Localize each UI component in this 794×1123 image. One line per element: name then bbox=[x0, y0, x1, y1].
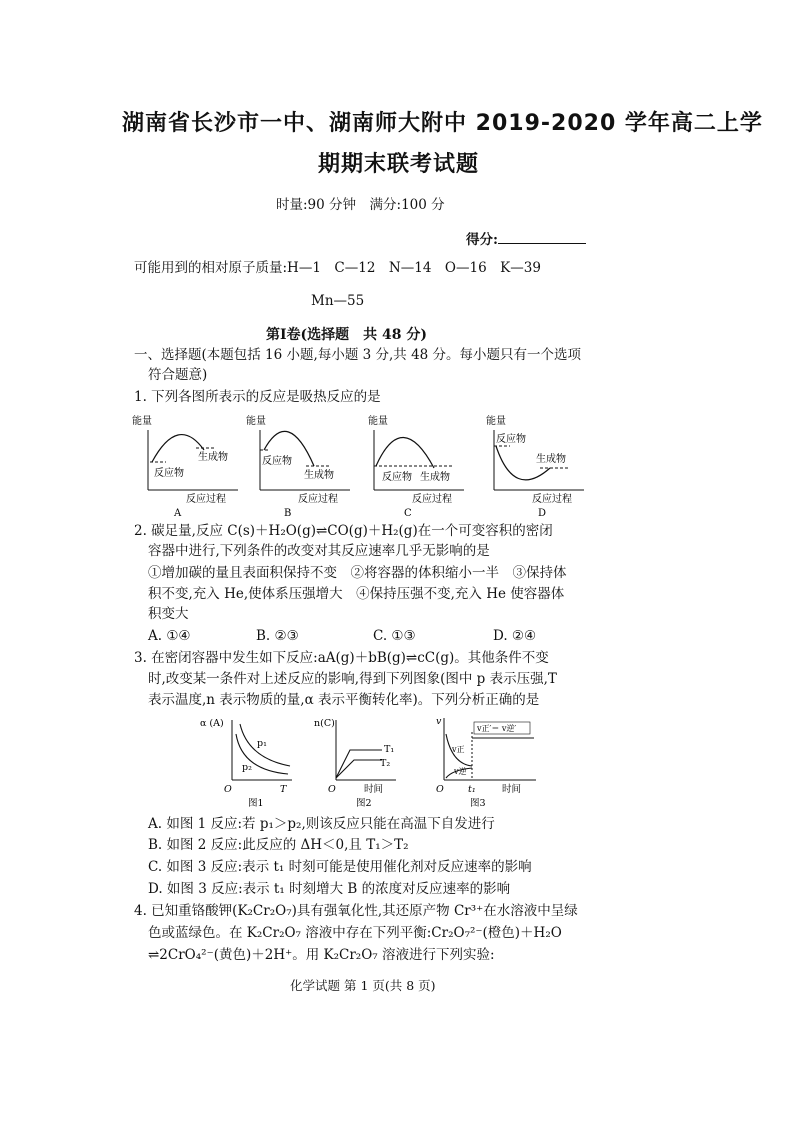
graph-c-ylabel: 能量 bbox=[368, 416, 388, 427]
q1-stem: 1. 下列各图所表示的反应是吸热反应的是 bbox=[134, 389, 381, 405]
q2-option-c: C. ①③ bbox=[373, 628, 416, 644]
part-heading-2: 符合题意) bbox=[148, 367, 208, 383]
fig1-xlabel: T bbox=[280, 784, 287, 795]
atomic-masses-line-1: 可能用到的相对原子质量:H—1 C—12 N—14 O—16 K—39 bbox=[134, 260, 541, 276]
part-heading: 一、选择题(本题包括 16 小题,每小题 3 分,共 48 分。每小题只有一个选项 bbox=[134, 347, 582, 363]
atomic-masses-line-2: Mn—55 bbox=[311, 293, 365, 309]
title-line-2: 期期末联考试题 bbox=[318, 152, 480, 177]
q2-option-a: A. ①④ bbox=[148, 628, 191, 644]
fig3-v-fwd: v正 bbox=[452, 745, 465, 754]
graph-c-letter: C bbox=[404, 508, 412, 518]
q3-option-c: C. 如图 3 反应:表示 t₁ 时刻可能是使用催化剂对反应速率的影响 bbox=[148, 859, 532, 875]
q2-line-3: ①增加碳的量且表面积保持不变 ②将容器的体积缩小一半 ③保持体 bbox=[148, 565, 567, 581]
score-label: 得分: bbox=[466, 232, 498, 248]
fig2-curve2: T₂ bbox=[380, 758, 391, 769]
fig3-equal-label: v正′＝ v逆′ bbox=[477, 724, 517, 733]
q3-option-d: D. 如图 3 反应:表示 t₁ 时刻增大 B 的浓度对反应速率的影响 bbox=[148, 881, 511, 897]
q2-option-d: D. ②④ bbox=[493, 628, 537, 644]
q3-figures bbox=[196, 712, 556, 812]
q4-line-1: 4. 已知重铬酸钾(K₂Cr₂O₇)具有强氧化性,其还原产物 Cr³⁺在水溶液中呈绿 bbox=[134, 903, 578, 919]
fig2-xlabel: 时间 bbox=[364, 784, 384, 795]
q1-energy-graphs bbox=[128, 410, 608, 518]
fig2-origin: O bbox=[328, 784, 336, 795]
time-info: 时量:90 分钟 满分:100 分 bbox=[276, 197, 445, 213]
graph-c-reactant: 反应物 bbox=[382, 472, 412, 483]
score-field bbox=[466, 229, 586, 250]
fig1-curve2: p₂ bbox=[242, 762, 252, 773]
graph-b-xlabel: 反应过程 bbox=[298, 494, 338, 505]
q3-line-2: 时,改变某一条件对上述反应的影响,得到下列图象(图中 p 表示压强,T bbox=[148, 671, 557, 687]
q2-option-b: B. ②③ bbox=[256, 628, 299, 644]
fig3 bbox=[436, 716, 536, 809]
graph-c-xlabel: 反应过程 bbox=[412, 494, 452, 505]
fig3-t1: t₁ bbox=[468, 784, 476, 795]
fig3-origin: O bbox=[436, 784, 444, 795]
fig1-caption: 图1 bbox=[248, 798, 264, 809]
fig1 bbox=[200, 718, 292, 809]
graph-b-letter: B bbox=[284, 508, 292, 518]
fig2-curve1: T₁ bbox=[384, 744, 395, 755]
fig3-xlabel: 时间 bbox=[502, 784, 522, 795]
graph-b bbox=[246, 414, 350, 518]
q4-line-2: 色或蓝绿色。在 K₂Cr₂O₇ 溶液中存在下列平衡:Cr₂O₇²⁻(橙色)＋H₂O bbox=[148, 925, 562, 941]
fig2 bbox=[314, 718, 396, 809]
score-blank bbox=[498, 229, 586, 244]
graph-b-product: 生成物 bbox=[304, 470, 334, 481]
q3-option-a: A. 如图 1 反应:若 p₁＞p₂,则该反应只能在高温下自发进行 bbox=[148, 816, 495, 832]
fig3-caption: 图3 bbox=[470, 798, 486, 809]
title-line-1: 湖南省长沙市一中、湖南师大附中 2019-2020 学年高二上学 bbox=[122, 111, 763, 136]
graph-d-reactant: 反应物 bbox=[496, 434, 526, 445]
graph-a-reactant: 反应物 bbox=[154, 468, 184, 479]
graph-a bbox=[132, 414, 238, 518]
fig1-curve1: p₁ bbox=[257, 738, 267, 749]
graph-b-ylabel: 能量 bbox=[246, 416, 266, 427]
fig2-ylabel: n(C) bbox=[314, 718, 335, 729]
graph-d-product: 生成物 bbox=[536, 454, 566, 465]
fig1-origin: O bbox=[224, 784, 232, 795]
q3-option-b: B. 如图 2 反应:此反应的 ΔH＜0,且 T₁＞T₂ bbox=[148, 837, 409, 853]
graph-c bbox=[368, 414, 464, 518]
graph-a-letter: A bbox=[174, 508, 182, 518]
page-footer: 化学试题 第 1 页(共 8 页) bbox=[290, 978, 436, 993]
graph-a-ylabel: 能量 bbox=[132, 416, 152, 427]
graph-d-letter: D bbox=[538, 508, 547, 518]
graph-b-reactant: 反应物 bbox=[262, 456, 292, 467]
q2-line-1: 2. 碳足量,反应 C(s)＋H₂O(g)⇌CO(g)＋H₂(g)在一个可变容积的密闭 bbox=[134, 523, 553, 539]
q2-line-5: 积变大 bbox=[148, 606, 189, 622]
q3-line-3: 表示温度,n 表示物质的量,α 表示平衡转化率)。下列分析正确的是 bbox=[148, 692, 540, 708]
graph-d-ylabel: 能量 bbox=[486, 416, 506, 427]
graph-c-product: 生成物 bbox=[420, 472, 450, 483]
graph-d bbox=[486, 414, 584, 518]
section-title: 第Ⅰ卷(选择题 共 48 分) bbox=[266, 327, 428, 343]
q2-line-4: 积不变,充入 He,使体系压强增大 ④保持压强不变,充入 He 使容器体 bbox=[148, 586, 565, 602]
fig3-v-rev: v逆 bbox=[454, 767, 467, 776]
q4-line-3: ⇌2CrO₄²⁻(黄色)＋2H⁺。用 K₂Cr₂O₇ 溶液进行下列实验: bbox=[148, 947, 495, 963]
graph-d-xlabel: 反应过程 bbox=[532, 494, 572, 505]
fig3-ylabel: v bbox=[436, 716, 442, 727]
q3-line-1: 3. 在密闭容器中发生如下反应:aA(g)＋bB(g)⇌cC(g)。其他条件不变 bbox=[134, 650, 549, 666]
fig1-ylabel: α (A) bbox=[200, 718, 224, 729]
graph-a-xlabel: 反应过程 bbox=[186, 494, 226, 505]
fig2-caption: 图2 bbox=[356, 798, 372, 809]
q2-line-2: 容器中进行,下列条件的改变对其反应速率几乎无影响的是 bbox=[148, 543, 490, 559]
graph-a-product: 生成物 bbox=[198, 452, 228, 463]
